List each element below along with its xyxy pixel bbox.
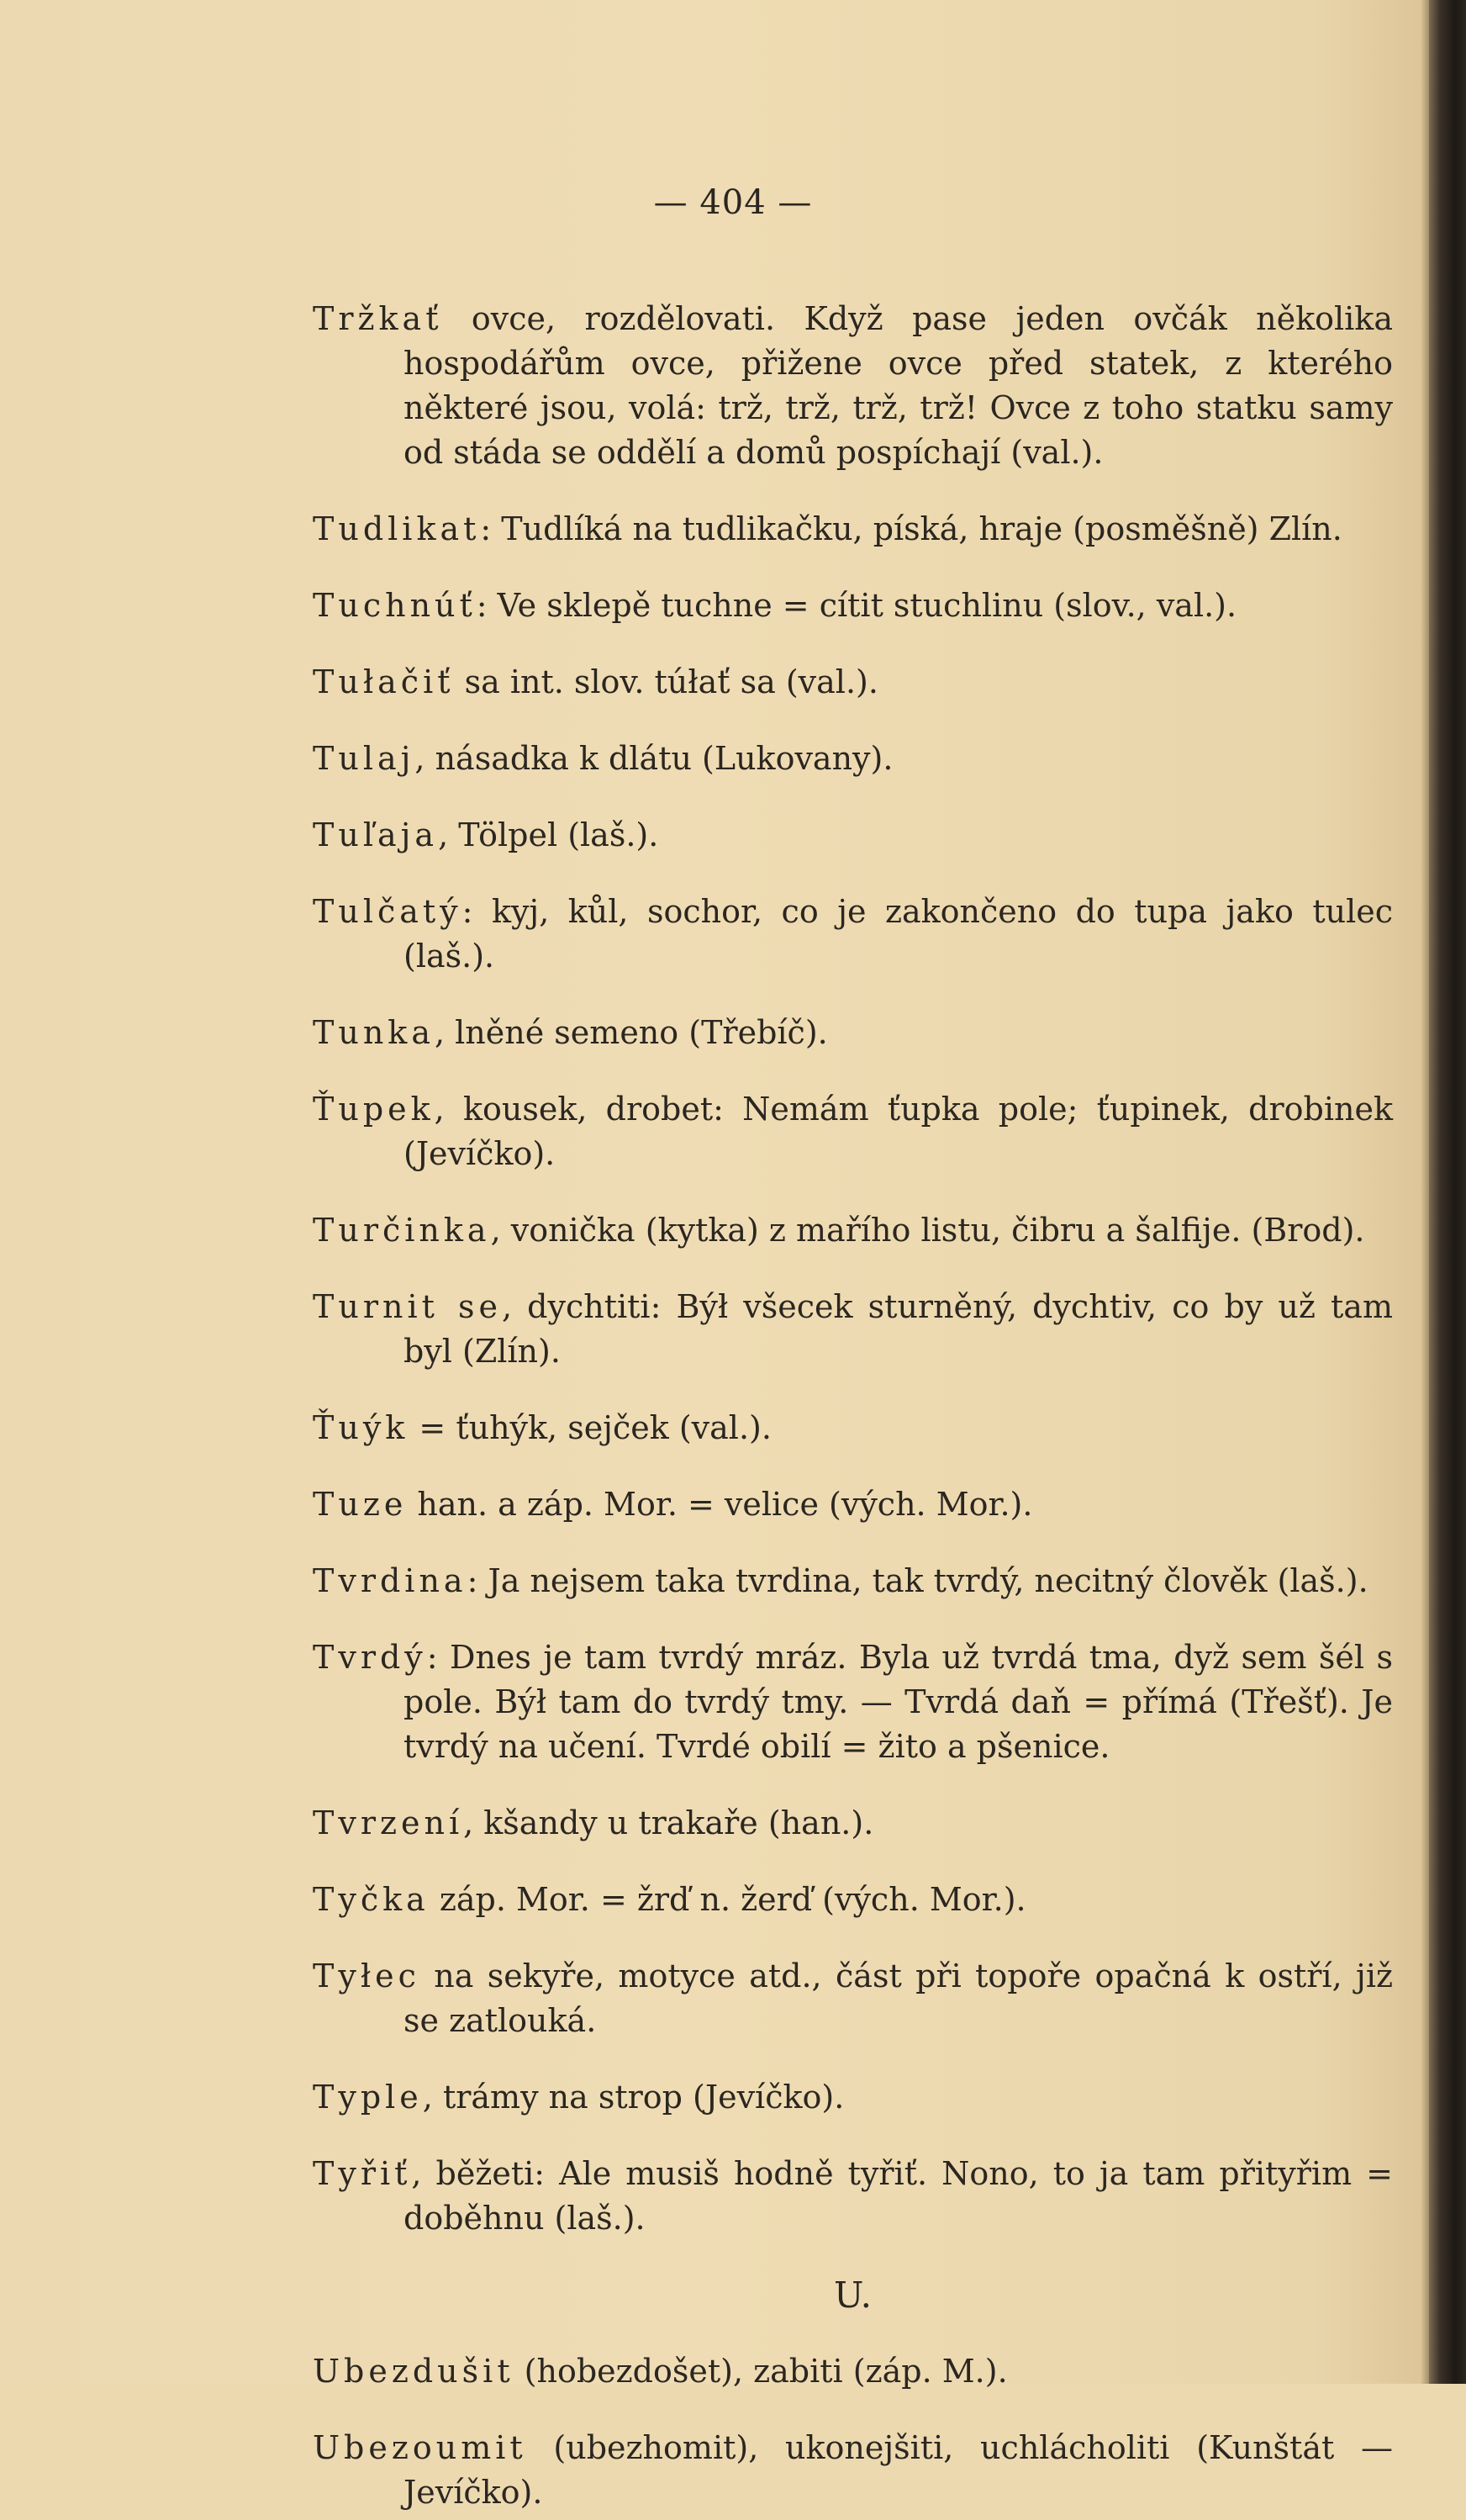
definition: : Dnes je tam tvrdý mráz. Byla už tvrdá tma, dyž sem šél s pole. Býł tam do tvrdý tmy. — Tvrdá daň = přímá (Třešť). Je tvrdý na učení. Tvrdé obilí = žito a pšenice. <box>403 1639 1393 1765</box>
entry-trzkat <box>313 297 1393 475</box>
definition: (ubezhomit), ukonejšiti, uchlácholiti (Kunštát — Jevíčko). <box>403 2429 1393 2511</box>
headword: Tyčka <box>313 1881 430 1918</box>
entry-tuchnut <box>313 584 1393 628</box>
entry-typle <box>313 2075 1393 2120</box>
definition: ovce, rozdělovati. Když pase jeden ovčák několika hospodářům ovce, přižene ovce před statek, z kterého některé jsou, volá: trž, trž, trž, trž! Ovce z toho statku samy od stáda se oddělí a domů pospíchají (val.). <box>403 300 1393 471</box>
entry-turcinka <box>313 1208 1393 1253</box>
entry-tunka <box>313 1011 1393 1055</box>
headword: Ťupek <box>313 1091 435 1128</box>
page-header: — 404 — <box>653 183 813 222</box>
entry-tuyk <box>313 1406 1393 1450</box>
page-shadow <box>1421 0 1429 2384</box>
definition: : Ja nejsem taka tvrdina, tak tvrdý, necitný člověk (laš.). <box>467 1562 1368 1599</box>
headword: Tułačiť <box>313 663 455 700</box>
headword: Ťuýk <box>313 1409 409 1446</box>
book-spine <box>1429 0 1466 2384</box>
entry-tulaj <box>313 737 1393 781</box>
headword: Tunka <box>313 1014 435 1051</box>
headword: Tuze <box>313 1486 408 1523</box>
headword: Tvrdina <box>313 1562 467 1599</box>
dictionary-text <box>313 265 1393 2520</box>
definition: , kousek, drobet: Nemám ťupka pole; ťupinek, drobinek (Jevíčko). <box>403 1091 1393 1172</box>
definition: , dychtiti: Býł všecek sturněný, dychtiv, co by už tam byl (Zlín). <box>403 1288 1393 1370</box>
headword: Ubezdušit <box>313 2353 514 2390</box>
definition: , trámy na strop (Jevíčko). <box>422 2079 845 2116</box>
entry-tycka <box>313 1878 1393 1922</box>
definition: , lněné semeno (Třebíč). <box>434 1014 828 1051</box>
headword: Turčinka <box>313 1212 491 1249</box>
definition: = ťuhýk, sejček (val.). <box>409 1409 772 1446</box>
definition: záp. Mor. = žrď n. žerď (vých. Mor.). <box>429 1881 1026 1918</box>
definition: , vonička (kytka) z mařího listu, čibru a šalfije. (Brod). <box>490 1212 1365 1249</box>
entry-tvrzeni <box>313 1801 1393 1846</box>
headword: Tyřiť <box>313 2155 412 2192</box>
entry-tupek <box>313 1087 1393 1176</box>
entry-turnit-se <box>313 1285 1393 1374</box>
headword: Tyłec <box>313 1957 420 1994</box>
headword: Tvrzení <box>313 1804 464 1841</box>
definition: , násadka k dlátu (Lukovany). <box>414 740 894 777</box>
definition: sa int. slov. túłať sa (val.). <box>454 663 878 700</box>
headword: Turnit se <box>313 1288 502 1325</box>
headword: Ubezoumit <box>313 2429 527 2466</box>
entry-tvrdy <box>313 1635 1393 1769</box>
definition: : Tudlíká na tudlikačku, píská, hraje (posměšně) Zlín. <box>480 510 1342 547</box>
definition: : kyj, kůl, sochor, co je zakončeno do tupa jako tulec (laš.). <box>403 893 1393 975</box>
entry-tuze <box>313 1482 1393 1527</box>
definition: na sekyře, motyce atd., část při topoře opačná k ostří, již se zatlouká. <box>403 1957 1393 2039</box>
entry-tudlikat <box>313 507 1393 552</box>
headword: Tulčatý <box>313 893 462 930</box>
headword: Typle <box>313 2079 423 2116</box>
headword: Tvrdý <box>313 1639 427 1676</box>
headword: Tudlikat <box>313 510 481 547</box>
headword: Tržkať <box>313 300 443 337</box>
definition: , běžeti: Ale musiš hodně tyřiť. Nono, to ja tam přityřim = doběhnu (laš.). <box>403 2155 1393 2237</box>
definition: , kšandy u trakaře (han.). <box>463 1804 874 1841</box>
entry-tvrdina <box>313 1559 1393 1603</box>
headword: Tulaj <box>313 740 415 777</box>
section-heading: U. <box>834 2274 872 2316</box>
entry-tulcaty <box>313 890 1393 979</box>
definition: (hobezdošet), zabiti (záp. M.). <box>514 2353 1008 2390</box>
entry-ubezoumit <box>313 2426 1393 2515</box>
entry-tyrit <box>313 2152 1393 2241</box>
definition: han. a záp. Mor. = velice (vých. Mor.). <box>407 1486 1033 1523</box>
entry-ubezdusit <box>313 2349 1393 2394</box>
definition: : Ve sklepě tuchne = cítit stuchlinu (slov., val.). <box>476 587 1237 624</box>
headword: Tuchnúť <box>313 587 477 624</box>
entry-tulacit <box>313 660 1393 705</box>
entry-tylec <box>313 1954 1393 2043</box>
definition: , Tölpel (laš.). <box>438 816 659 853</box>
entry-tulaja <box>313 813 1393 858</box>
headword: Tuľaja <box>313 816 439 853</box>
